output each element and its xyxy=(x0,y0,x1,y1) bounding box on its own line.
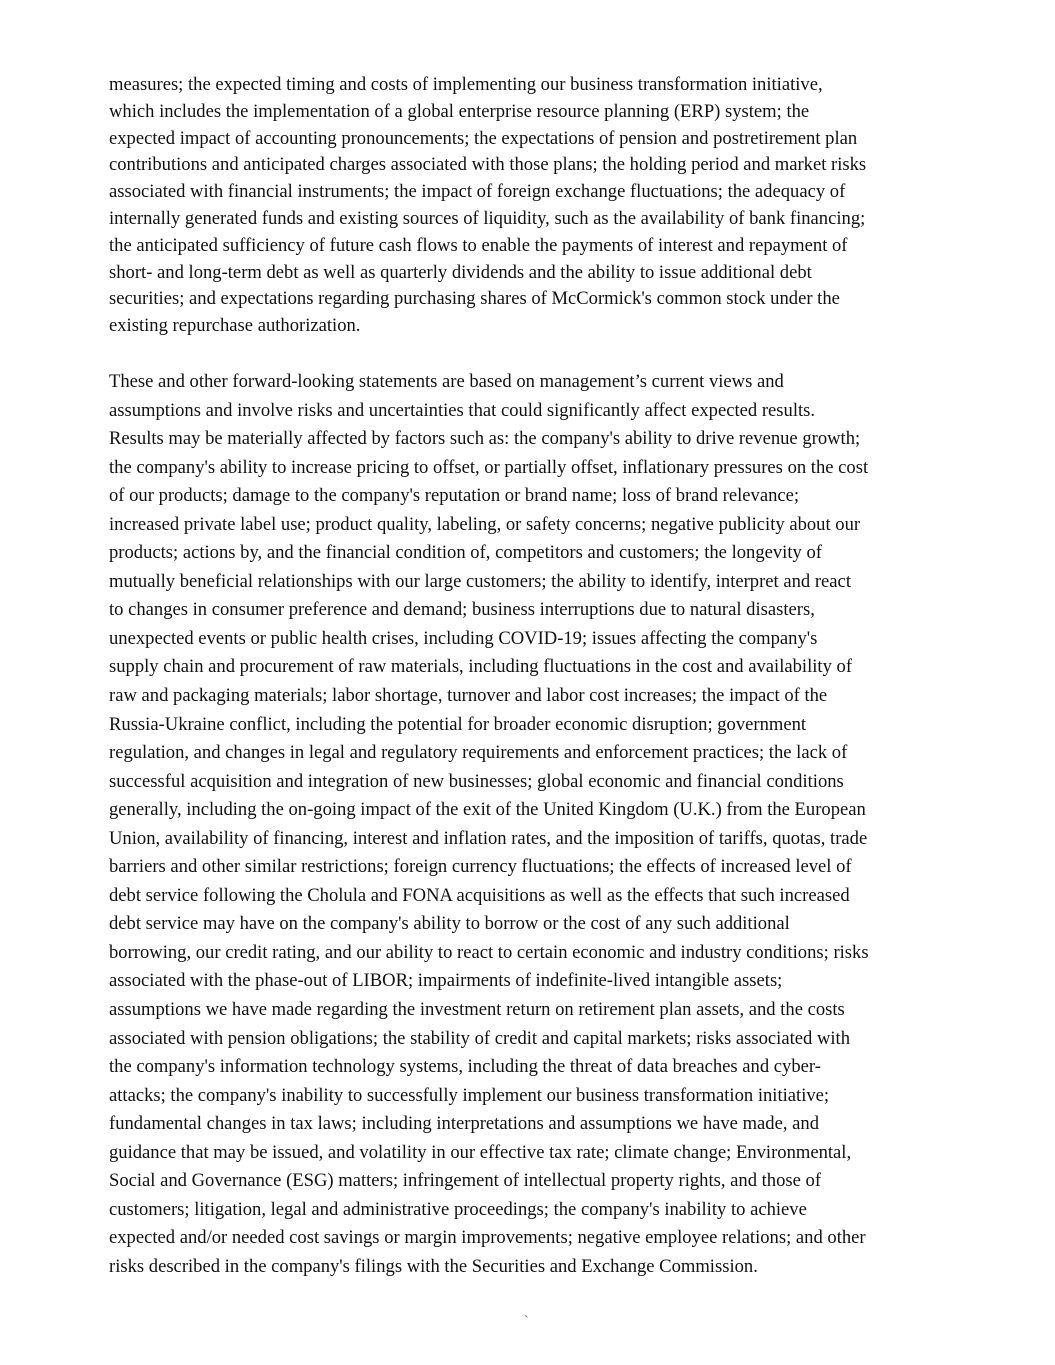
text-line: mutually beneficial relationships with our large customers; the ability to identify, interpret and react xyxy=(109,570,851,592)
text-line: successful acquisition and integration of new businesses; global economic and financial conditions xyxy=(109,770,844,792)
text-line: borrowing, our credit rating, and our ability to react to certain economic and industry conditions; risks xyxy=(109,941,869,963)
footer-mark: ` xyxy=(524,1314,529,1329)
text-line: Russia-Ukraine conflict, including the potential for broader economic disruption; government xyxy=(109,713,807,735)
text-line: Social and Governance (ESG) matters; infringement of intellectual property rights, and those of xyxy=(109,1170,822,1192)
text-line: products; actions by, and the financial condition of, competitors and customers; the longevity of xyxy=(109,542,822,564)
text-line: guidance that may be issued, and volatility in our effective tax rate; climate change; Environmental, xyxy=(109,1141,852,1163)
text-line: debt service may have on the company's ability to borrow or the cost of any such additional xyxy=(109,913,790,935)
text-line: expected impact of accounting pronouncements; the expectations of pension and postretirement plan xyxy=(109,127,858,149)
text-line: risks described in the company's filings with the Securities and Exchange Commission. xyxy=(109,1255,758,1277)
text-line: which includes the implementation of a global enterprise resource planning (ERP) system; the xyxy=(109,100,810,122)
text-line: assumptions and involve risks and uncertainties that could significantly affect expected results. xyxy=(109,399,816,421)
text-line: Union, availability of financing, interest and inflation rates, and the imposition of tariffs, quotas, trade xyxy=(109,827,868,849)
text-line: debt service following the Cholula and FONA acquisitions as well as the effects that such increased xyxy=(109,884,850,906)
text-line: to changes in consumer preference and demand; business interruptions due to natural disasters, xyxy=(109,599,815,621)
text-line: associated with pension obligations; the stability of credit and capital markets; risks associated with xyxy=(109,1027,850,1049)
text-line: the company's information technology systems, including the threat of data breaches and cyber- xyxy=(109,1056,821,1078)
text-line: unexpected events or public health crises, including COVID-19; issues affecting the company's xyxy=(109,627,818,649)
text-line: supply chain and procurement of raw materials, including fluctuations in the cost and availability of xyxy=(109,656,853,678)
text-line: existing repurchase authorization. xyxy=(109,315,361,337)
text-line: associated with financial instruments; the impact of foreign exchange fluctuations; the adequacy of xyxy=(109,181,846,203)
text-line: associated with the phase-out of LIBOR; impairments of indefinite-lived intangible assets; xyxy=(109,970,783,992)
text-line: measures; the expected timing and costs of implementing our business transformation initiative, xyxy=(109,74,823,95)
text-line: assumptions we have made regarding the investment return on retirement plan assets, and the costs xyxy=(109,999,845,1021)
text-line: short- and long-term debt as well as quarterly dividends and the ability to issue additional debt xyxy=(109,261,812,283)
text-line: customers; litigation, legal and administrative proceedings; the company's inability to achieve xyxy=(109,1198,807,1220)
text-line: barriers and other similar restrictions; foreign currency fluctuations; the effects of increased level of xyxy=(109,856,852,878)
paragraph-forward-looking-topics xyxy=(109,72,866,340)
text-line: These and other forward-looking statements are based on management’s current views and xyxy=(109,371,784,392)
text-line: contributions and anticipated charges associated with those plans; the holding period and market risks xyxy=(109,154,867,176)
text-line: the anticipated sufficiency of future cash flows to enable the payments of interest and repayment of xyxy=(109,234,848,256)
text-line: generally, including the on-going impact of the exit of the United Kingdom (U.K.) from the European xyxy=(109,799,866,821)
text-line: raw and packaging materials; labor shortage, turnover and labor cost increases; the impact of the xyxy=(109,685,828,707)
text-line: increased private label use; product quality, labeling, or safety concerns; negative publicity about our xyxy=(109,513,861,535)
text-line: fundamental changes in tax laws; including interpretations and assumptions we have made, and xyxy=(109,1113,819,1135)
text-line: attacks; the company's inability to successfully implement our business transformation initiative; xyxy=(109,1084,830,1106)
text-line: internally generated funds and existing sources of liquidity, such as the availability of bank financing; xyxy=(109,207,866,229)
paragraph-risk-factors xyxy=(109,368,869,1282)
text-line: regulation, and changes in legal and regulatory requirements and enforcement practices; the lack of xyxy=(109,742,848,764)
text-line: of our products; damage to the company's reputation or brand name; loss of brand relevance; xyxy=(109,485,800,507)
text-line: securities; and expectations regarding purchasing shares of McCormick's common stock under the xyxy=(109,288,840,310)
text-line: the company's ability to increase pricing to offset, or partially offset, inflationary pressures on the cost xyxy=(109,456,869,478)
text-line: expected and/or needed cost savings or margin improvements; negative employee relations; and other xyxy=(109,1227,866,1249)
text-line: Results may be materially affected by factors such as: the company's ability to drive revenue growth; xyxy=(109,428,861,450)
